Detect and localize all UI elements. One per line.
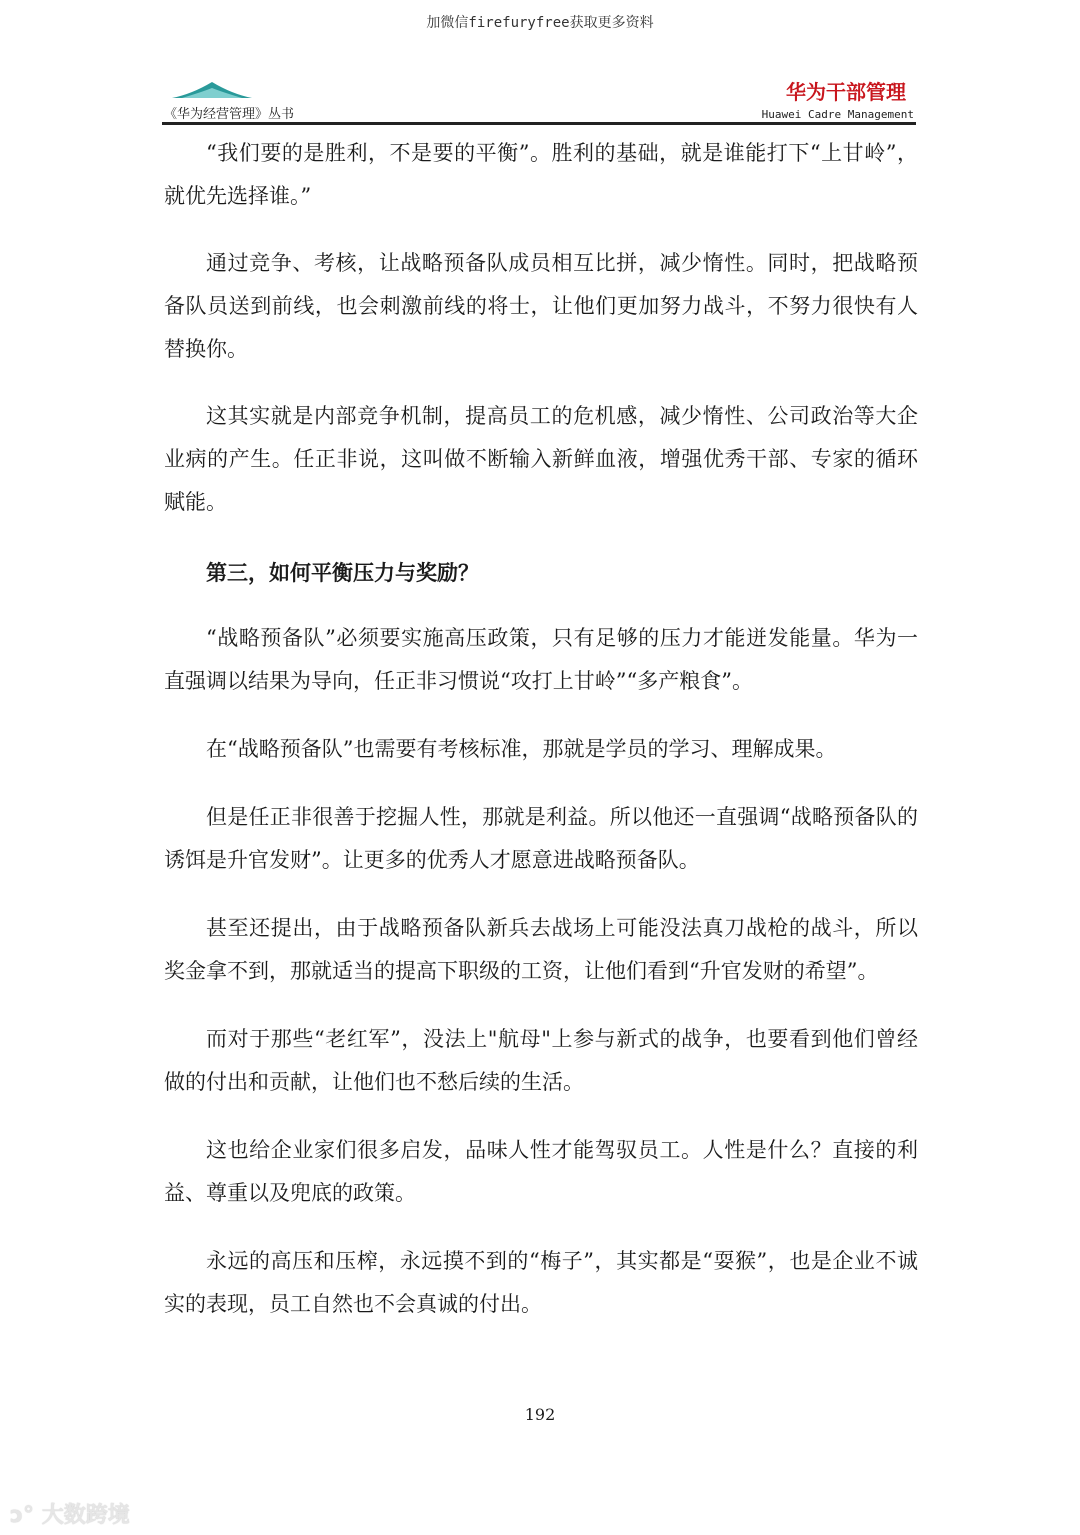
paragraph: 甚至还提出，由于战略预备队新兵去战场上可能没法真刀战枪的战斗，所以奖金拿不到，那就适当的提高下职级的工资，让他们看到“升官发财的希望”。 <box>164 916 918 983</box>
paragraph: 永远的高压和压榨，永远摸不到的“梅子”，其实都是“耍猴”，也是企业不诚实的表现，员工自然也不会真诚的付出。 <box>164 1249 918 1316</box>
paragraph: 但是任正非很善于挖掘人性，那就是利益。所以他还一直强调“战略预备队的诱饵是升官发财”。让更多的优秀人才愿意进战略预备队。 <box>164 805 918 872</box>
watermark-logo-icon: ↄ° <box>10 1503 42 1528</box>
page-number: 192 <box>524 1405 556 1424</box>
paragraph: 这其实就是内部竞争机制，提高员工的危机感，减少惰性、公司政治等大企业病的产生。任正非说，这叫做不断输入新鲜血液，增强优秀干部、专家的循环赋能。 <box>164 404 918 514</box>
header-rule <box>162 122 916 125</box>
top-note: 加微信firefuryfree获取更多资料 <box>426 15 654 31</box>
watermark <box>10 1498 130 1529</box>
watermark-text: 大数跨境 <box>41 1503 130 1528</box>
paragraph: 这也给企业家们很多启发，品味人性才能驾驭员工。人性是什么？直接的利益、尊重以及兜底的政策。 <box>164 1138 918 1205</box>
paragraph: 而对于那些“老红军”，没法上"航母"上参与新式的战争，也要看到他们曾经做的付出和贡献，让他们也不愁后续的生活。 <box>164 1027 918 1094</box>
brand-title: 华为干部管理 <box>786 80 906 104</box>
paragraph: “我们要的是胜利，不是要的平衡”。胜利的基础，就是谁能打下“上甘岭”，就优先选择谁。” <box>164 141 918 208</box>
paragraph: 通过竞争、考核，让战略预备队成员相互比拼，减少惰性。同时，把战略预备队员送到前线，也会刺激前线的将士，让他们更加努力战斗，不努力很快有人替换你。 <box>164 251 918 361</box>
section-heading: 第三，如何平衡压力与奖励？ <box>206 560 479 585</box>
paragraph: “战略预备队”必须要实施高压政策，只有足够的压力才能迸发能量。华为一直强调以结果为导向，任正非习惯说“攻打上甘岭”“多产粮食”。 <box>164 626 918 693</box>
book-series-title: 《华为经营管理》丛书 <box>164 107 295 122</box>
mountain-logo-icon <box>172 80 252 100</box>
brand-subtitle: Huawei Cadre Management <box>761 108 914 121</box>
paragraph: 在“战略预备队”也需要有考核标准，那就是学员的学习、理解成果。 <box>206 737 837 761</box>
